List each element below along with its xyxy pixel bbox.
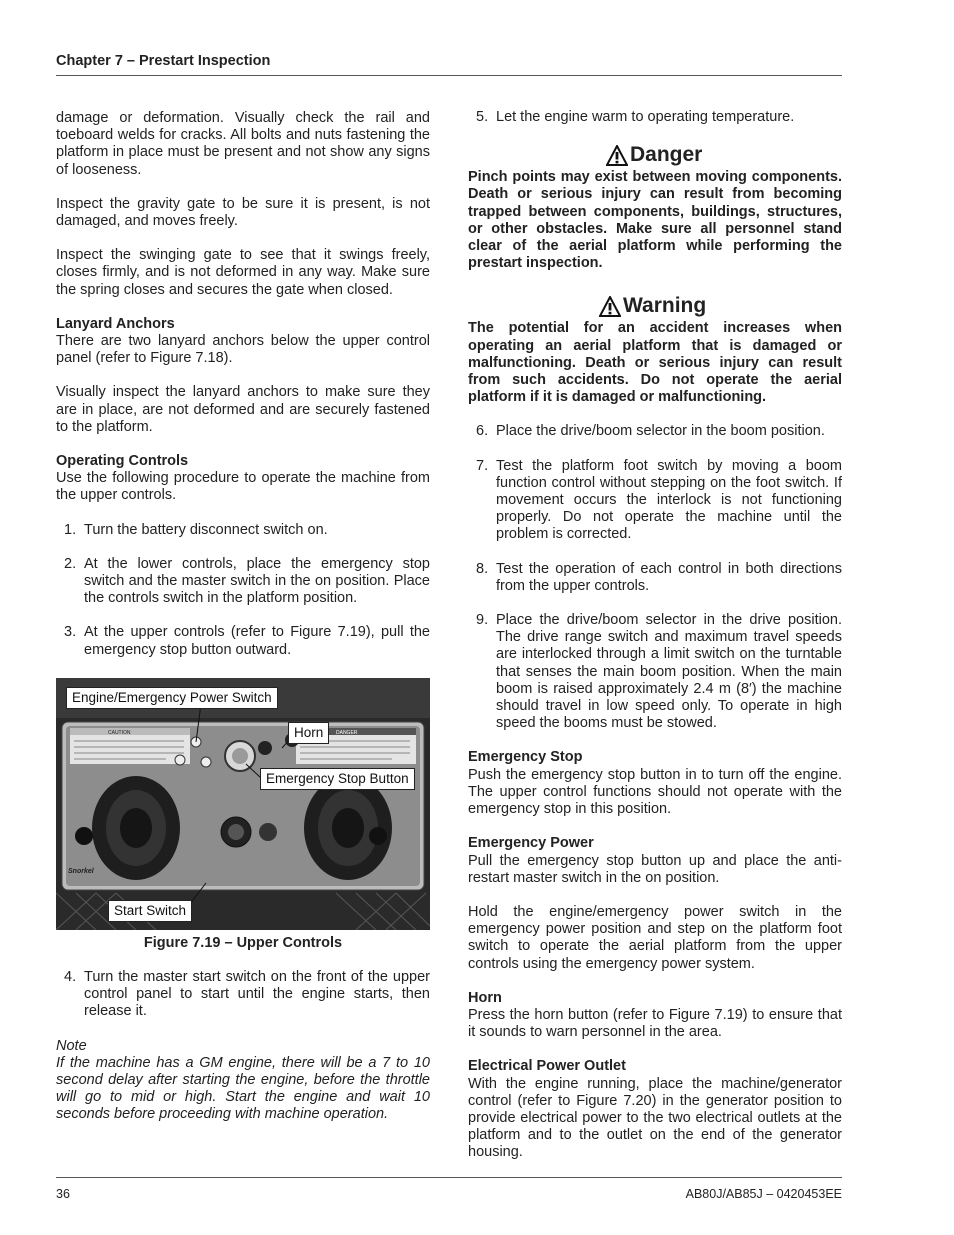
paragraph: Inspect the swinging gate to see that it swings freely, closes firmly, and is not deformed in any way. Make sure the spring closes and secures the gate when closed. xyxy=(56,247,430,298)
list-item xyxy=(56,969,430,1021)
warning-triangle-icon xyxy=(599,296,621,317)
header-rule xyxy=(56,75,842,76)
callout-engine-emergency-power-switch: Engine/Emergency Power Switch xyxy=(66,687,278,709)
document-id: AB80J/AB85J – 0420453EE xyxy=(685,1187,842,1201)
list-number: 1. xyxy=(64,521,77,538)
list-item xyxy=(468,458,842,544)
numbered-list xyxy=(468,423,842,732)
list-text: Place the drive/boom selector in the boom position. xyxy=(496,423,825,440)
list-number: 7. xyxy=(476,457,489,474)
callout-start-switch: Start Switch xyxy=(108,900,192,922)
list-item xyxy=(56,556,430,608)
paragraph: Pull the emergency stop button up and place the anti-restart master switch in the on position. xyxy=(468,852,842,886)
section-heading: Operating Controls xyxy=(56,453,189,470)
list-item xyxy=(468,612,842,732)
list-item xyxy=(56,522,430,539)
warning-text: The potential for an accident increases when operating an aerial platform that is damaged or malfunctioning. Death or serious injury can result from such accidents. Do not operate the aerial platform if it is damaged or malfunctioning. xyxy=(468,320,842,406)
list-text: Turn the master start switch on the front of the upper control panel to start until the engine starts, then release it. xyxy=(84,969,430,1020)
warning-triangle-icon xyxy=(606,145,628,166)
upper-controls-figure xyxy=(56,678,430,930)
left-column-lower xyxy=(56,969,430,1124)
right-column xyxy=(468,109,842,1162)
paragraph: Inspect the gravity gate to be sure it is present, is not damaged, and moves freely. xyxy=(56,195,430,230)
list-text: At the lower controls, place the emergency stop switch and the master switch in the on position. Place the controls switch in the platform position. xyxy=(84,555,430,607)
paragraph: damage or deformation. Visually check the rail and toeboard welds for cracks. All bolts and nuts fastening the platform in place must be present and not show any signs of looseness. xyxy=(56,110,430,178)
list-number: 8. xyxy=(476,560,489,577)
warning-heading xyxy=(468,294,842,318)
note-text: If the machine has a GM engine, there will be a 7 to 10 second delay after starting the engine, before the throttle will go to mid or high. Start the engine and wait 10 seconds before proceeding with machine operation. xyxy=(56,1054,430,1123)
list-item xyxy=(468,561,842,595)
section-heading: Emergency Power xyxy=(468,835,594,852)
footer-rule xyxy=(56,1177,842,1178)
list-item xyxy=(56,624,430,658)
brand-label: Snorkel xyxy=(68,868,94,875)
list-text: Test the platform foot switch by moving a boom function control without stepping on the foot switch. If movement occurs the interlock is not functioning properly. Do not operate the machine until the problem is corrected. xyxy=(496,457,842,543)
numbered-list xyxy=(56,522,430,659)
list-text: Let the engine warm to operating temperature. xyxy=(496,109,795,125)
caution-label: CAUTION xyxy=(108,730,131,736)
page-number: 36 xyxy=(56,1187,70,1201)
list-text: Test the operation of each control in both directions from the upper controls. xyxy=(496,560,842,594)
section-heading: Electrical Power Outlet xyxy=(468,1058,626,1075)
list-number: 6. xyxy=(476,423,489,440)
list-text: At the upper controls (refer to Figure 7.19), pull the emergency stop button outward. xyxy=(84,624,430,658)
danger-title: Danger xyxy=(630,143,703,167)
chapter-header: Chapter 7 – Prestart Inspection xyxy=(56,53,271,69)
list-item xyxy=(468,109,842,126)
list-number: 5. xyxy=(476,109,489,125)
paragraph: With the engine running, place the machine/generator control (refer to Figure 7.20) in the generator position to provide electrical power to the two electrical outlets at the platform and to the outlet on the end of the generator housing. xyxy=(468,1075,842,1161)
list-number: 4. xyxy=(64,969,77,985)
paragraph: Visually inspect the lanyard anchors to make sure they are in place, are not deformed and are securely fastened to the platform. xyxy=(56,384,430,435)
paragraph: There are two lanyard anchors below the upper control panel (refer to Figure 7.18). xyxy=(56,333,430,367)
list-item xyxy=(468,423,842,440)
warning-title: Warning xyxy=(623,294,707,318)
note-label: Note xyxy=(56,1037,87,1054)
list-number: 2. xyxy=(64,555,77,572)
callout-emergency-stop-button: Emergency Stop Button xyxy=(260,768,415,790)
section-heading: Lanyard Anchors xyxy=(56,315,175,332)
list-text: Turn the battery disconnect switch on. xyxy=(84,521,328,538)
paragraph: Push the emergency stop button in to turn off the engine. The upper control functions should not operate with the emergency stop in this position. xyxy=(468,766,842,818)
left-column xyxy=(56,110,430,659)
list-text: Place the drive/boom selector in the drive position. The drive range switch and maximum travel speeds are interlocked through a limit switch on the turntable that senses the main boom position. When the main boom is raised approximately 2.4 m (8′) the machine should travel in low speed only. To operate in high speed the booms must be stowed. xyxy=(496,612,842,732)
section-heading: Emergency Stop xyxy=(468,749,583,766)
list-number: 9. xyxy=(476,612,489,629)
upper-controls-photo xyxy=(56,678,430,930)
paragraph: Press the horn button (refer to Figure 7.19) to ensure that it sounds to warn personnel in the area. xyxy=(468,1006,842,1041)
paragraph: Hold the engine/emergency power switch in the emergency power position and step on the platform foot switch to operate the aerial platform from the upper controls using the emergency power system. xyxy=(468,903,842,972)
danger-heading xyxy=(468,143,842,167)
figure-caption: Figure 7.19 – Upper Controls xyxy=(143,935,343,951)
danger-text: Pinch points may exist between moving components. Death or serious injury can result from becoming trapped between components, buildings, structures, or other obstacles. Make sure all personnel stand clear of the aerial platform while performing the prestart inspection. xyxy=(468,169,842,272)
section-heading: Horn xyxy=(468,989,502,1006)
list-number: 3. xyxy=(64,624,77,641)
callout-horn: Horn xyxy=(288,722,329,744)
danger-label: DANGER xyxy=(336,730,358,736)
paragraph: Use the following procedure to operate the machine from the upper controls. xyxy=(56,470,430,504)
